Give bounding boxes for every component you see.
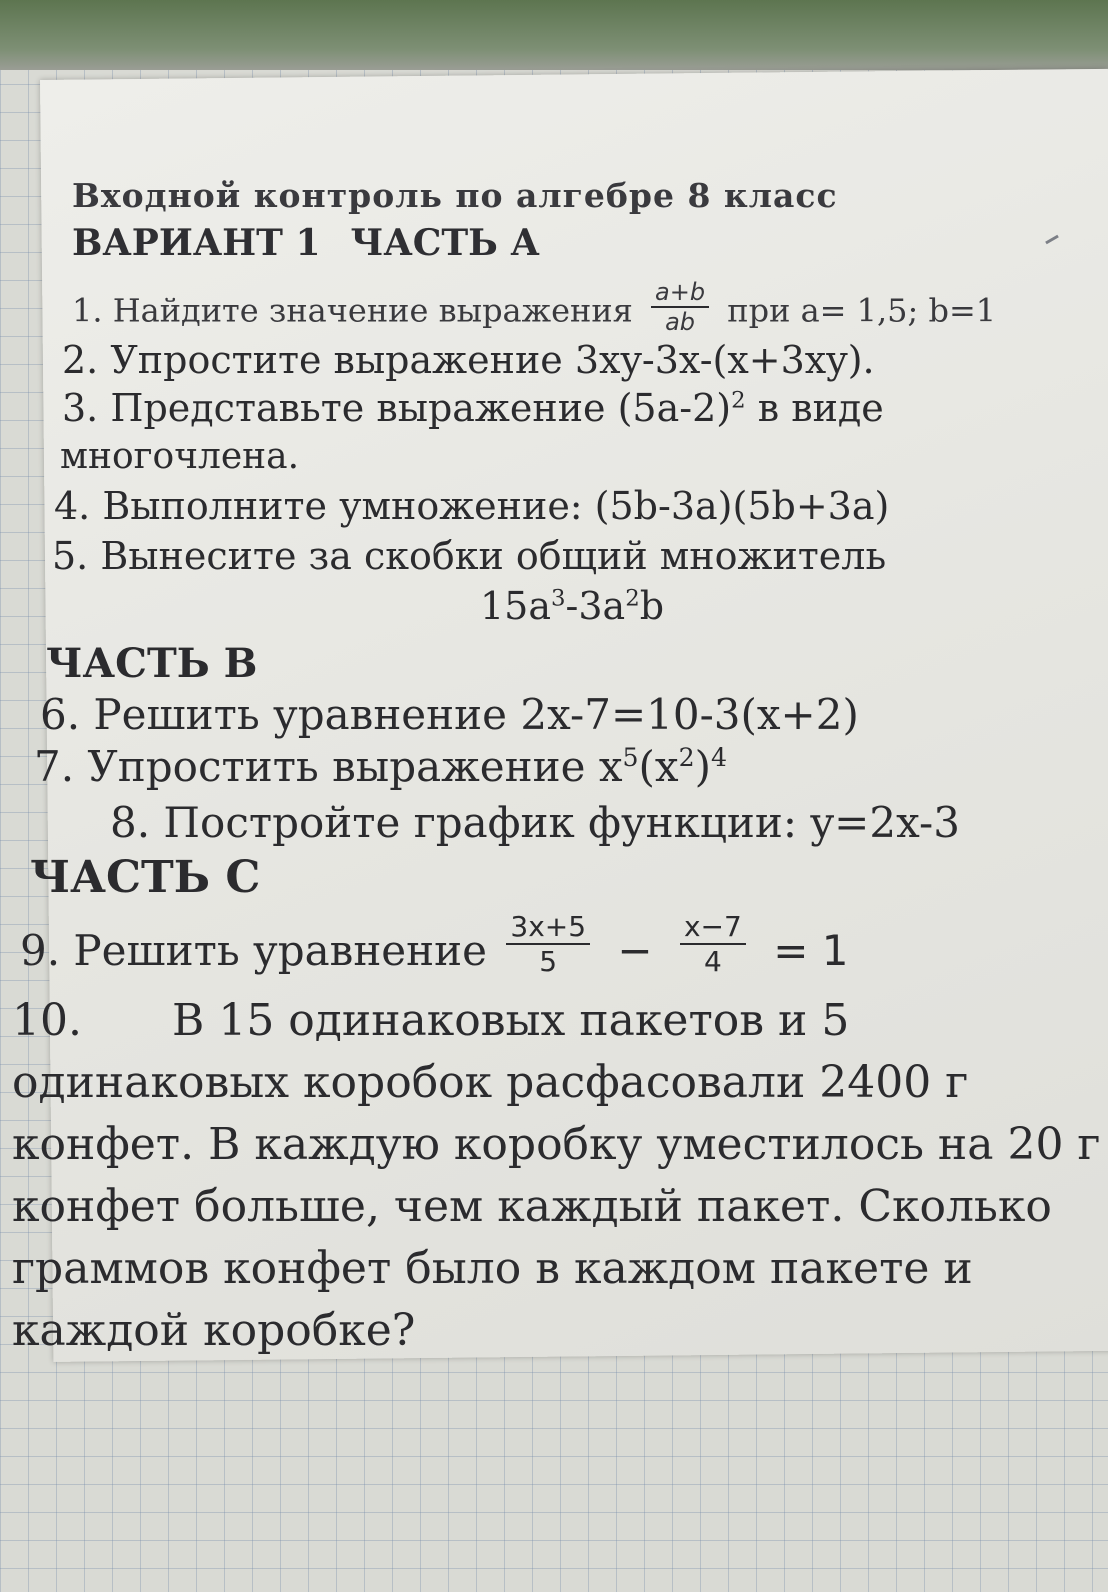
question-10 [12, 990, 1102, 1362]
variant-label: ВАРИАНТ 1 [72, 222, 321, 264]
question-2: 2. Упростите выражение 3xy-3x-(x+3xy). [62, 338, 875, 382]
fraction-1-numerator: 3x+5 [506, 910, 590, 945]
question-1-text: 1. Найдите значение выражения [72, 291, 633, 330]
variant-heading [72, 222, 540, 264]
question-4: 4. Выполните умножение: (5b-3a)(5b+3a) [54, 484, 890, 528]
expr-exp-a: 3 [551, 585, 566, 612]
fraction-denominator: ab [665, 308, 696, 336]
question-5: 5. Вынесите за скобки общий множитель [52, 534, 887, 578]
question-3-continued: многочлена. [60, 436, 300, 477]
question-7-exp3: 4 [711, 743, 728, 772]
question-7-exp1: 5 [622, 743, 639, 772]
question-9-fraction-2 [680, 910, 746, 978]
expr-term-a: 15a [480, 584, 552, 628]
worksheet-title: Входной контроль по алгебре 8 класс [72, 176, 838, 215]
expr-exp-b: 2 [625, 585, 640, 612]
question-1-tail: при a= 1,5; b=1 [727, 291, 997, 330]
question-9-fraction-1 [506, 910, 590, 978]
question-1-fraction [651, 278, 709, 336]
part-a-label: ЧАСТЬ А [350, 222, 540, 264]
fraction-2-denominator: 4 [703, 945, 722, 978]
question-7-mid: (x [638, 742, 679, 791]
minus-sign: − [617, 926, 653, 975]
question-9-text: 9. Решить уравнение [20, 926, 488, 975]
fraction-2-numerator: x−7 [680, 910, 746, 945]
question-3 [62, 386, 884, 430]
question-5-expression [480, 584, 664, 628]
question-6: 6. Решить уравнение 2x-7=10-3(x+2) [40, 690, 859, 739]
question-7 [34, 742, 727, 791]
question-10-number: 10. [12, 995, 82, 1046]
equals-one: = 1 [773, 926, 849, 975]
expr-term-b: -3a [565, 584, 626, 628]
question-3-text: 3. Представьте выражение (5a-2) [62, 386, 732, 430]
question-7-text: 7. Упростить выражение x [34, 742, 623, 791]
part-b-heading: ЧАСТЬ В [46, 640, 258, 687]
question-3-exponent: 2 [731, 387, 746, 414]
fraction-numerator: a+b [651, 278, 709, 308]
expr-term-c: b [639, 584, 665, 628]
question-7-exp2: 2 [678, 743, 695, 772]
question-3-tail: в виде [757, 386, 884, 430]
question-7-close: ) [694, 742, 712, 791]
question-1 [72, 278, 997, 342]
part-c-heading: ЧАСТЬ С [30, 852, 261, 903]
question-10-text: В 15 одинаковых пакетов и 5 одинаковых коробок расфасовали 2400 г конфет. В каждую коробку уместилось на 20 г конфет больше, чем каждый пакет. Сколько граммов конфет было в каждом пакете и каждой коробке? [12, 995, 1101, 1356]
question-9 [20, 910, 856, 988]
question-8: 8. Постройте график функции: y=2x-3 [110, 798, 960, 847]
fraction-1-denominator: 5 [539, 945, 558, 978]
